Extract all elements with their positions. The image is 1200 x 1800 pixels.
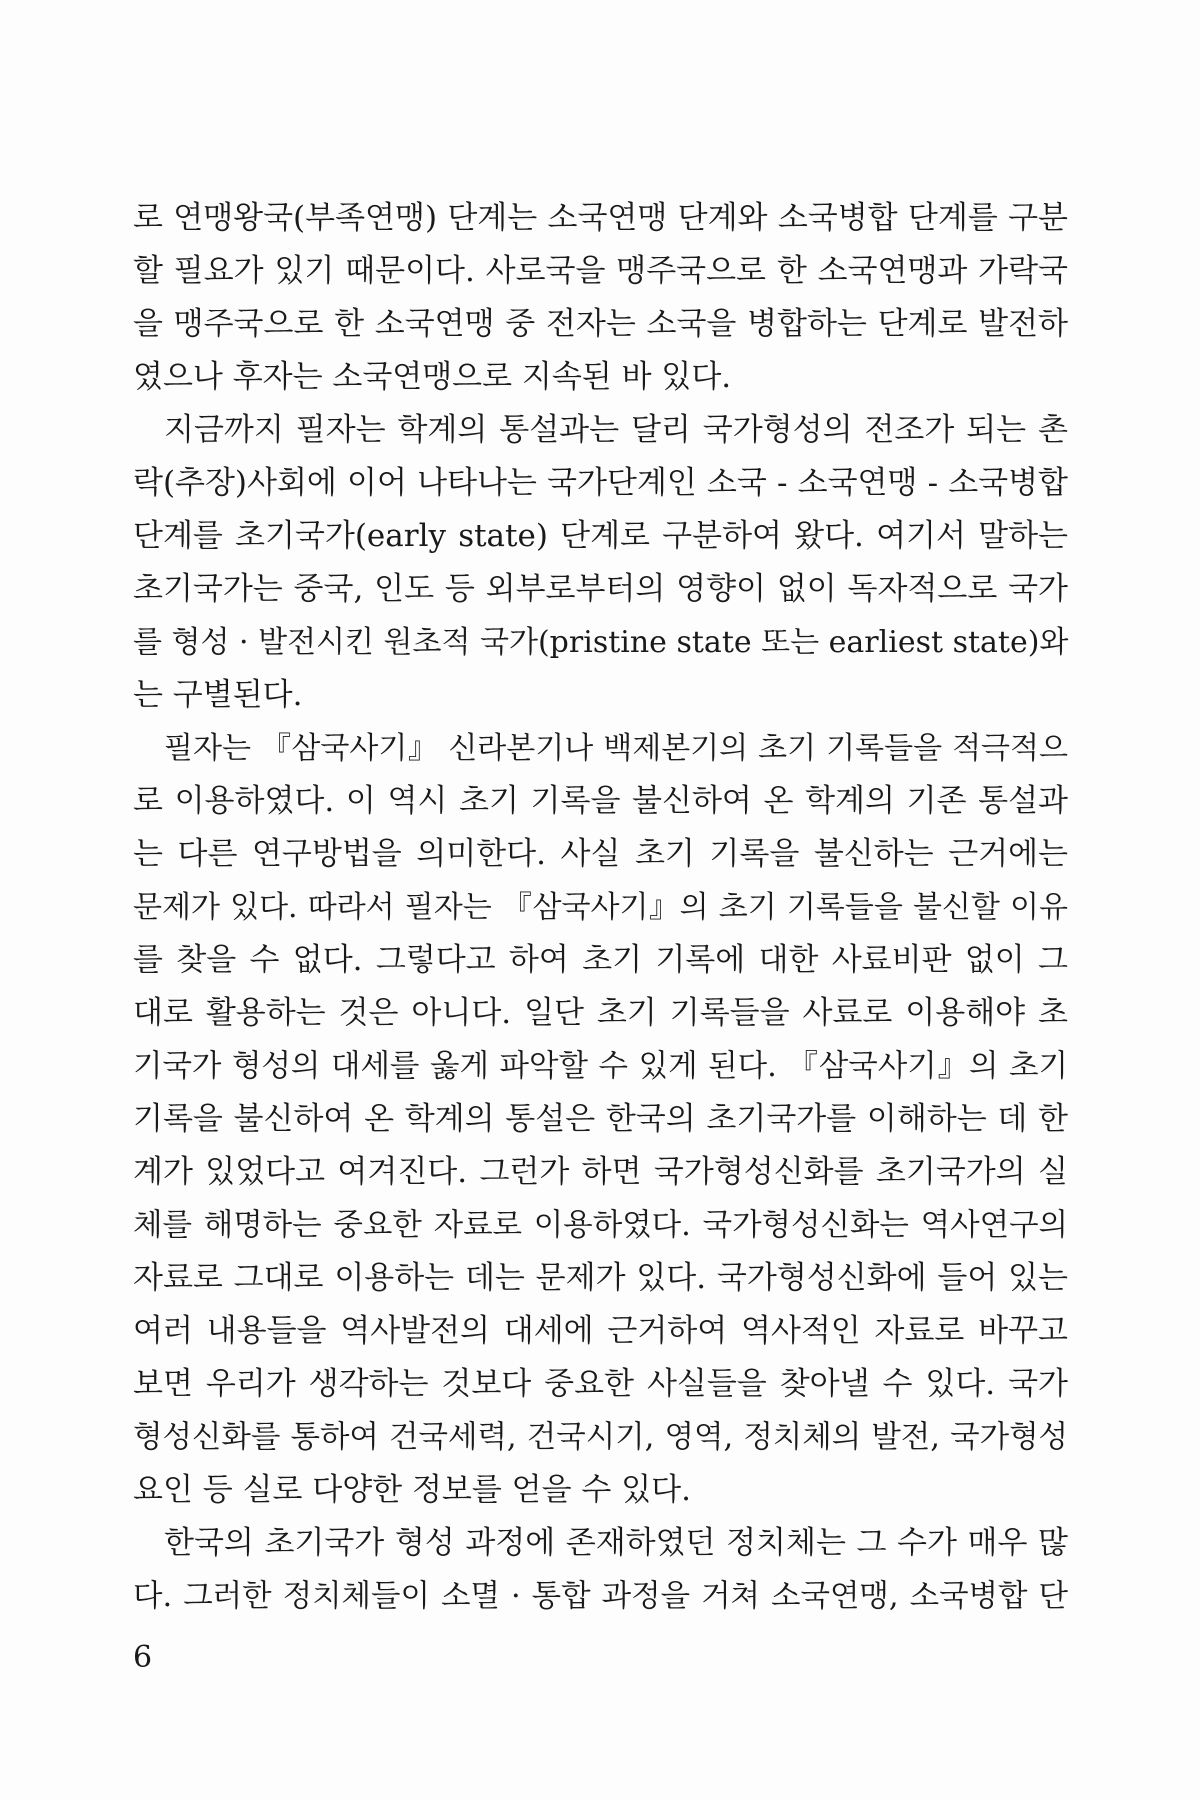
text-line: 을 맹주국으로 한 소국연맹 중 전자는 소국을 병합하는 단계로 발전하 (133, 306, 1068, 342)
body-text (133, 192, 1068, 1623)
text-line: 다. 그러한 정치체들이 소멸 · 통합 과정을 거쳐 소국연맹, 소국병합 단 (133, 1579, 1068, 1614)
text-line: 자료로 그대로 이용하는 데는 문제가 있다. 국가형성신화에 들어 있는 (133, 1260, 1068, 1296)
text-line: 를 찾을 수 없다. 그렇다고 하여 초기 기록에 대한 사료비판 없이 그 (133, 942, 1068, 978)
text-line: 기국가 형성의 대세를 옳게 파악할 수 있게 된다. 『삼국사기』의 초기 (133, 1049, 1068, 1084)
text-line: 는 다른 연구방법을 의미한다. 사실 초기 기록을 불신하는 근거에는 (133, 836, 1068, 872)
text-line: 대로 활용하는 것은 아니다. 일단 초기 기록들을 사료로 이용해야 초 (133, 995, 1068, 1031)
text-line: 할 필요가 있기 때문이다. 사로국을 맹주국으로 한 소국연맹과 가락국 (133, 253, 1068, 289)
text-line: 필자는 『삼국사기』 신라본기나 백제본기의 초기 기록들을 적극적으 (164, 731, 1068, 766)
text-line: 였으나 후자는 소국연맹으로 지속된 바 있다. (133, 359, 732, 395)
text-line: 락(추장)사회에 이어 나타나는 국가단계인 소국 - 소국연맹 - 소국병합 (133, 465, 1068, 501)
text-line: 형성신화를 통하여 건국세력, 건국시기, 영역, 정치체의 발전, 국가형성 (133, 1420, 1068, 1455)
paragraph (133, 1517, 1068, 1623)
text-line: 체를 해명하는 중요한 자료로 이용하였다. 국가형성신화는 역사연구의 (133, 1208, 1068, 1243)
paragraph (133, 722, 1068, 1517)
text-line: 문제가 있다. 따라서 필자는 『삼국사기』의 초기 기록들을 불신할 이유 (133, 890, 1068, 925)
text-line: 기록을 불신하여 온 학계의 통설은 한국의 초기국가를 이해하는 데 한 (133, 1101, 1068, 1137)
page-number: 6 (133, 1640, 153, 1675)
text-line: 여러 내용들을 역사발전의 대세에 근거하여 역사적인 자료로 바꾸고 (133, 1313, 1068, 1349)
text-line: 초기국가는 중국, 인도 등 외부로부터의 영향이 없이 독자적으로 국가 (133, 571, 1068, 607)
text-line: 요인 등 실로 다양한 정보를 얻을 수 있다. (133, 1472, 691, 1508)
text-line: 보면 우리가 생각하는 것보다 중요한 사실들을 찾아낼 수 있다. 국가 (133, 1366, 1068, 1402)
text-line: 는 구별된다. (133, 677, 303, 713)
text-line: 한국의 초기국가 형성 과정에 존재하였던 정치체는 그 수가 매우 많 (164, 1525, 1068, 1561)
paragraph (133, 404, 1068, 722)
text-line: 지금까지 필자는 학계의 통설과는 달리 국가형성의 전조가 되는 촌 (164, 412, 1068, 448)
text-line: 로 연맹왕국(부족연맹) 단계는 소국연맹 단계와 소국병합 단계를 구분 (133, 200, 1068, 236)
text-line: 단계를 초기국가(early state) 단계로 구분하여 왔다. 여기서 말하는 (133, 518, 1068, 554)
text-line: 를 형성 · 발전시킨 원초적 국가(pristine state 또는 earliest state)와 (133, 625, 1069, 660)
text-line: 계가 있었다고 여겨진다. 그런가 하면 국가형성신화를 초기국가의 실 (133, 1154, 1068, 1190)
text-line: 로 이용하였다. 이 역시 초기 기록을 불신하여 온 학계의 기존 통설과 (133, 783, 1068, 819)
paragraph (133, 192, 1068, 404)
